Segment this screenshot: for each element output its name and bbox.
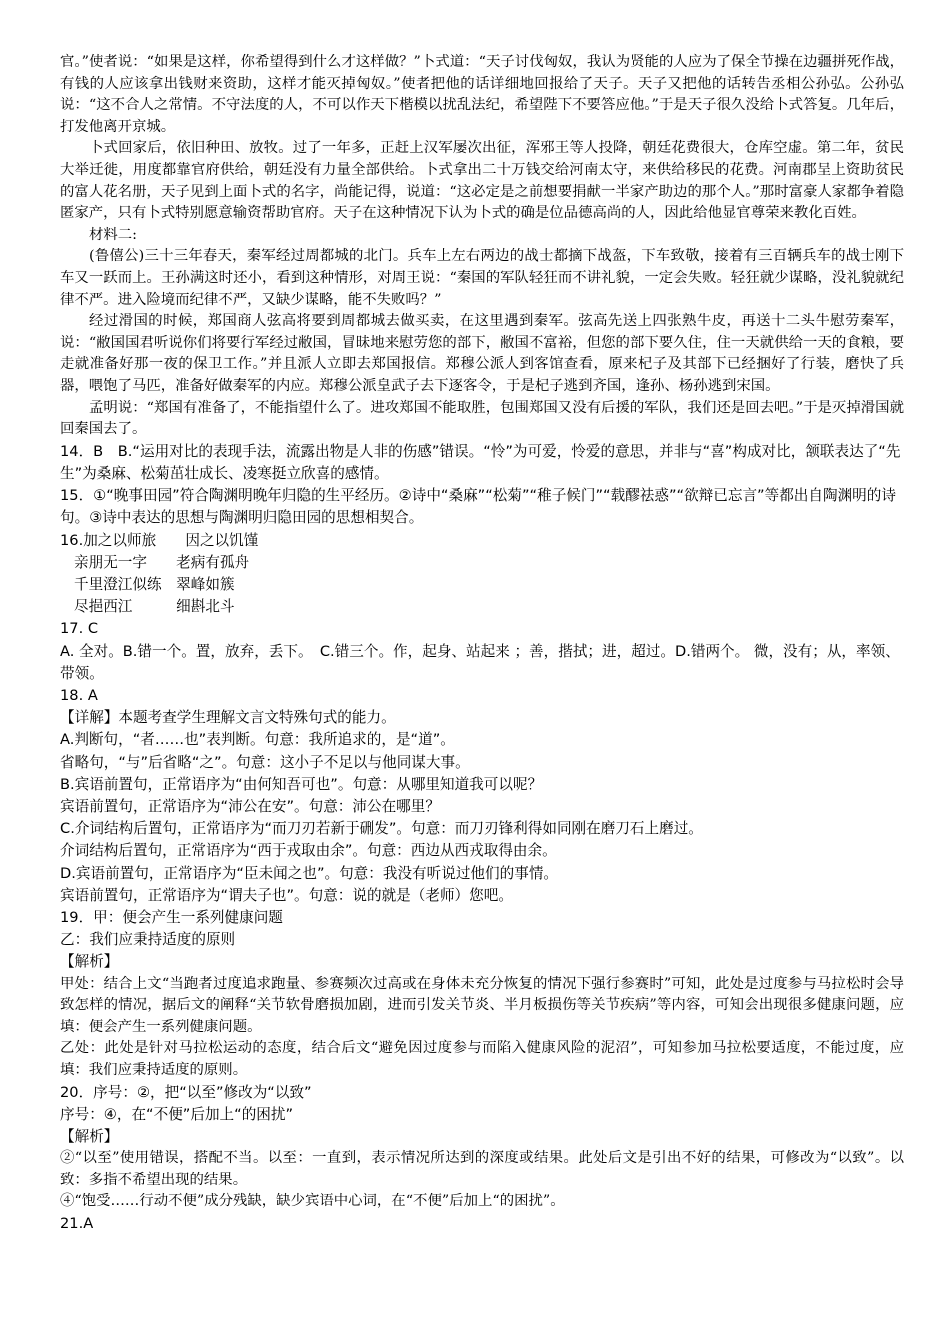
material-one-paragraph: 卜式回家后，依旧种田、放牧。过了一年多，正赶上汉军屡次出征，浑邪王等人投降，朝廷花费很大，仓库空虚。第二年，贫民大举迁徙，用度都靠官府供给，朝廷没有力量全部供给。卜式拿出二十万钱交给河南太守，来供给移民的花费。河南郡呈上资助贫民的富人花名册，天子见到上面卜式的名字，尚能记得，说道：“这必定是之前想要捐献一半家产助边的那个人。”那时富豪人家都争着隐匿家产，只有卜式特别愿意输资帮助官府。天子在这种情况下认为卜式的确是位品德高尚的人，因此给他显官尊荣来教化百姓。 bbox=[60, 140, 904, 222]
answer-19-jia: 19．甲：便会产生一系列健康问题 bbox=[60, 908, 283, 926]
answer-15: 15．①“晚事田园”符合陶渊明晚年归隐的生平经历。②诗中“桑麻”“松菊”“稚子候门”“载醪祛惑”“欲辩已忘言”等都出自陶渊明的诗句。③诗中表达的思想与陶渊明归隐田园的思想相契合。 bbox=[60, 487, 896, 527]
answer-18-detail: 【详解】本题考查学生理解文言文特殊句式的能力。 bbox=[60, 709, 396, 727]
answer-18-option-a: A.判断句，“者……也”表判断。句意：我所追求的，是“道”。 bbox=[60, 731, 455, 749]
answer-18-option-a: 省略句，“与”后省略“之”。句意：这小子不足以与他同谋大事。 bbox=[60, 753, 470, 771]
answer-20-fix: 20．序号：②，把“以至”修改为“以致” bbox=[60, 1083, 312, 1101]
answer-19-analysis: 乙处：此处是针对马拉松运动的态度，结合后文“避免因过度参与而陷入健康风险的泥沼”，可知参加马拉松要适度，不能过度，应填：我们应秉持适度的原则。 bbox=[60, 1040, 904, 1078]
answer-18-option-d: D.宾语前置句，正常语序为“臣未闻之也”。句意：我没有听说过他们的事情。 bbox=[60, 864, 559, 882]
answer-16-line: 16.加之以师旅 因之以饥馑 bbox=[60, 531, 259, 549]
answer-18-choice: 18. A bbox=[60, 686, 98, 704]
material-one-paragraph: 官。”使者说：“如果是这样，你希望得到什么才这样做？”卜式道：“天子讨伐匈奴，我认为贤能的人应为了保全节操在边疆拼死作战，有钱的人应该拿出钱财来资助，这样才能灭掉匈奴。”使者把他的话详细地回报给了天子。天子又把他的话转告丞相公孙弘。公孙弘说：“这不合人之常情。不守法度的人，不可以作天下楷模以扰乱法纪，希望陛下不要答应他。”于是天子很久没给卜式答复。几年后，打发他离开京城。 bbox=[60, 54, 904, 135]
answer-18-option-b: 宾语前置句，正常语序为“沛公在安”。句意：沛公在哪里？ bbox=[60, 797, 440, 815]
material-two-paragraph: 经过滑国的时候，郑国商人弦高将要到周都城去做买卖，在这里遇到秦军。弦高先送上四张熟牛皮，再送十二头牛慰劳秦军，说：“敝国国君听说你们将要行军经过敝国，冒昧地来慰劳您的部下，敝国不富裕，但您的部下要久住，住一天就供给一天的食粮，要走就准备好那一夜的保卫工作。”并且派人立即去郑国报信。郑穆公派人到客馆查看，原来杞子及其部下已经捆好了行装，磨快了兵器，喂饱了马匹，准备好做秦军的内应。郑穆公派皇武子去下逐客令，于是杞子逃到齐国，逢孙、杨孙逃到宋国。 bbox=[60, 313, 904, 394]
answer-14: 14．B B.“运用对比的表现手法，流露出物是人非的伤感”错误。“怜”为可爱，怜爱的意思，并非与“喜”构成对比，颔联表达了“先生”为桑麻、松菊茁壮成长、凌寒挺立欣喜的感情。 bbox=[60, 442, 901, 482]
answer-18-option-d: 宾语前置句，正常语序为“谓夫子也”。句意：说的就是（老师）您吧。 bbox=[60, 886, 513, 904]
answer-16-line: 尽挹西江 细斟北斗 bbox=[74, 598, 235, 616]
answer-18-option-c: C.介词结构后置句，正常语序为“而刀刃若新于硎发”。句意：而刀刃锋利得如同刚在磨刀石上磨过。 bbox=[60, 820, 703, 838]
answer-19-yi: 乙：我们应秉持适度的原则 bbox=[60, 931, 236, 949]
material-two-paragraph: 孟明说：“郑国有准备了，不能指望什么了。进攻郑国不能取胜，包围郑国又没有后援的军队，我们还是回去吧。”于是灭掉滑国就回秦国去了。 bbox=[60, 399, 904, 438]
answer-16-line: 千里澄江似练 翠峰如簇 bbox=[74, 575, 235, 593]
answer-21: 21.A bbox=[60, 1214, 94, 1232]
material-two-paragraph: (鲁僖公)三十三年春天，秦军经过周都城的北门。兵车上左右两边的战士都摘下战盔，下车致敬，接着有三百辆兵车的战士刚下车又一跃而上。王孙满这时还小，看到这种情形，对周王说：“秦国的军队轻狂而不讲礼貌，一定会失败。轻狂就少谋略，没礼貌就纪律不严。进入险境而纪律不严，又缺少谋略，能不失败吗？” bbox=[60, 248, 904, 308]
answer-20-analysis: ②“以至”使用错误，搭配不当。以至：一直到，表示情况所达到的深度或结果。此处后文是引出不好的结果，可修改为“以致”。以致：多指不希望出现的结果。 bbox=[60, 1150, 904, 1188]
analysis-label: 【解析】 bbox=[60, 1127, 119, 1145]
answer-19-analysis: 甲处：结合上文“当跑者过度追求跑量、参赛频次过高或在身体未充分恢复的情况下强行参赛时”可知，此处是过度参与马拉松时会导致怎样的情况，据后文的阐释“关节软骨磨损加剧，进而引发关节炎、半月板损伤等关节疾病”等内容，可知会出现很多健康问题，应填：便会产生一系列健康问题。 bbox=[60, 975, 904, 1035]
answer-17-explanation: A. 全对。B.错一个。置，放弃，丢下。 C.错三个。作，起身、站起来 ；善，揩拭；进，超过。D.错两个。 微，没有；从，率领、带领。 bbox=[60, 642, 900, 682]
answer-17-choice: 17. C bbox=[60, 620, 99, 638]
answer-20-analysis: ④“饱受……行动不便”成分残缺，缺少宾语中心词，在“不便”后加上“的困扰”。 bbox=[60, 1193, 565, 1210]
answer-18-option-b: B.宾语前置句，正常语序为“由何知吾可也”。句意：从哪里知道我可以呢？ bbox=[60, 775, 543, 793]
analysis-label: 【解析】 bbox=[60, 953, 119, 971]
answer-20-fix: 序号：④，在“不便”后加上“的困扰” bbox=[60, 1105, 294, 1123]
answer-16-line: 亲朋无一字 老病有孤舟 bbox=[74, 553, 250, 571]
answer-18-option-c: 介词结构后置句，正常语序为“西于戎取由余”。句意：西边从西戎取得由余。 bbox=[60, 842, 557, 860]
material-two-heading: 材料二: bbox=[89, 226, 138, 243]
